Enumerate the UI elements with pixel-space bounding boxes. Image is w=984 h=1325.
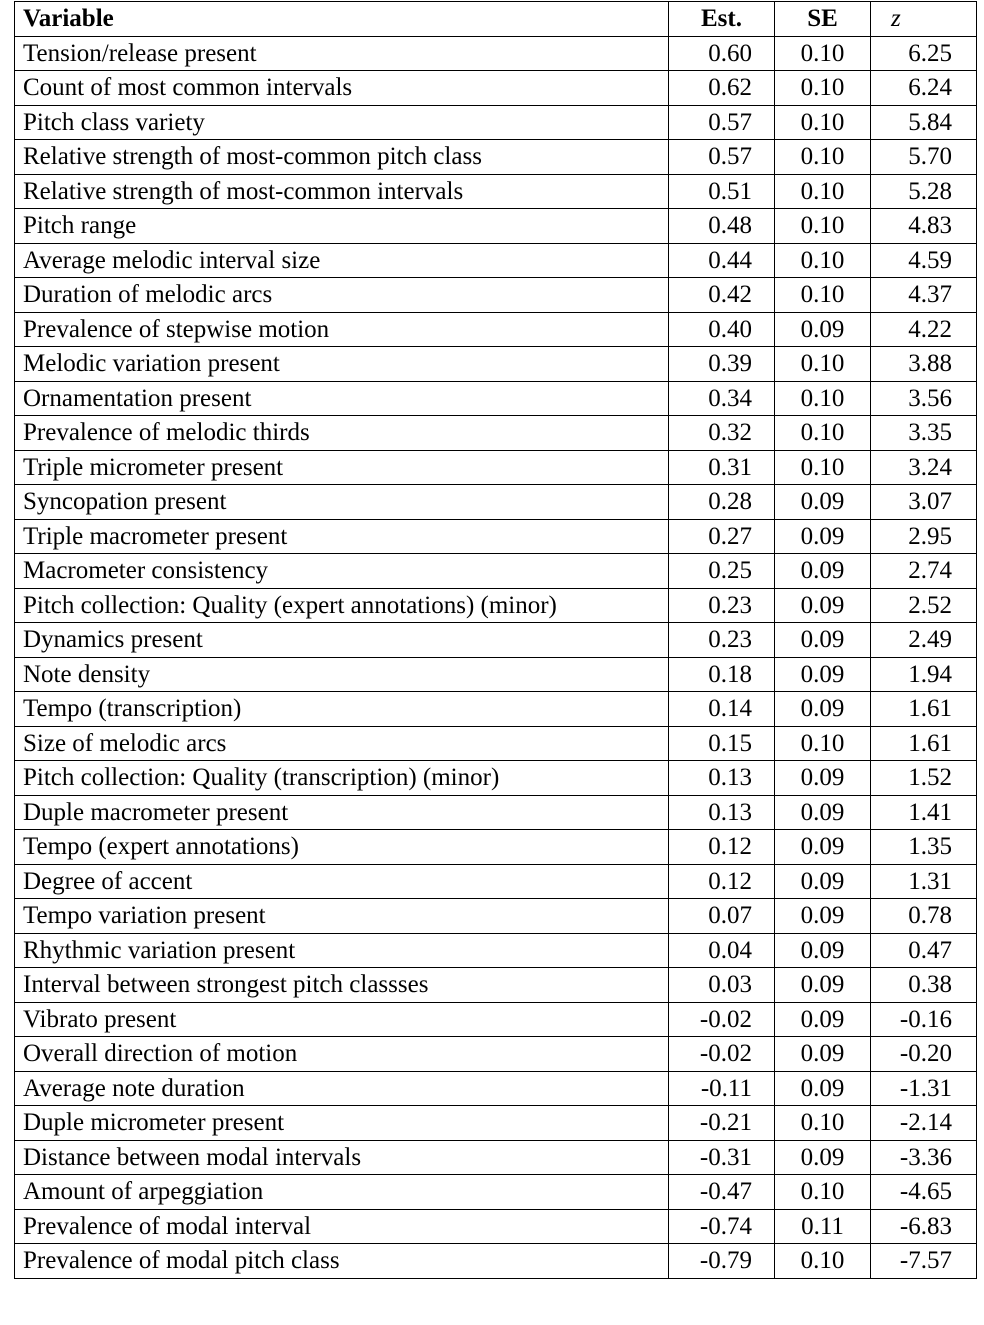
cell-variable: Interval between strongest pitch classses [15,968,669,1003]
cell-standard-error: 0.10 [775,1244,871,1279]
header-variable: Variable [15,2,669,37]
cell-variable: Macrometer consistency [15,554,669,589]
cell-estimate: 0.28 [669,485,775,520]
cell-z-score: 4.83 [871,209,977,244]
cell-z-score: -3.36 [871,1140,977,1175]
cell-standard-error: 0.09 [775,588,871,623]
cell-z-score: 6.24 [871,71,977,106]
cell-z-score: 4.22 [871,312,977,347]
table-row [15,1140,977,1175]
table-row [15,450,977,485]
cell-standard-error: 0.10 [775,243,871,278]
cell-estimate: 0.18 [669,657,775,692]
cell-variable: Relative strength of most-common pitch class [15,140,669,175]
cell-standard-error: 0.10 [775,381,871,416]
table-row [15,933,977,968]
cell-variable: Pitch range [15,209,669,244]
cell-estimate: 0.32 [669,416,775,451]
cell-estimate: 0.57 [669,140,775,175]
cell-standard-error: 0.09 [775,312,871,347]
cell-z-score: 5.84 [871,105,977,140]
table-row [15,1175,977,1210]
cell-z-score: 5.70 [871,140,977,175]
cell-estimate: 0.60 [669,36,775,71]
cell-estimate: 0.25 [669,554,775,589]
cell-variable: Distance between modal intervals [15,1140,669,1175]
cell-estimate: 0.23 [669,588,775,623]
table-row [15,209,977,244]
table-row [15,312,977,347]
cell-estimate: 0.23 [669,623,775,658]
cell-variable: Overall direction of motion [15,1037,669,1072]
cell-z-score: 5.28 [871,174,977,209]
table-body [15,36,977,1278]
cell-estimate: 0.40 [669,312,775,347]
cell-variable: Triple micrometer present [15,450,669,485]
cell-z-score: -2.14 [871,1106,977,1141]
table-row [15,105,977,140]
header-standard-error: SE [775,2,871,37]
cell-standard-error: 0.10 [775,450,871,485]
cell-standard-error: 0.10 [775,347,871,382]
cell-z-score: 3.35 [871,416,977,451]
cell-variable: Pitch collection: Quality (transcription) (minor) [15,761,669,796]
cell-variable: Tempo (transcription) [15,692,669,727]
cell-z-score: 3.88 [871,347,977,382]
cell-z-score: 1.61 [871,726,977,761]
cell-standard-error: 0.09 [775,623,871,658]
table-row [15,381,977,416]
cell-variable: Average melodic interval size [15,243,669,278]
cell-estimate: -0.31 [669,1140,775,1175]
cell-variable: Duple micrometer present [15,1106,669,1141]
cell-z-score: 3.24 [871,450,977,485]
cell-variable: Degree of accent [15,864,669,899]
cell-z-score: 4.59 [871,243,977,278]
table-row [15,1037,977,1072]
table-row [15,864,977,899]
cell-z-score: -6.83 [871,1209,977,1244]
cell-estimate: -0.21 [669,1106,775,1141]
cell-z-score: 0.78 [871,899,977,934]
cell-standard-error: 0.10 [775,105,871,140]
cell-estimate: 0.12 [669,830,775,865]
header-estimate: Est. [669,2,775,37]
cell-z-score: 1.35 [871,830,977,865]
cell-z-score: -1.31 [871,1071,977,1106]
cell-z-score: 2.49 [871,623,977,658]
table-row [15,623,977,658]
cell-standard-error: 0.10 [775,416,871,451]
table-row [15,243,977,278]
table-row [15,1106,977,1141]
cell-standard-error: 0.09 [775,899,871,934]
cell-variable: Tension/release present [15,36,669,71]
cell-variable: Melodic variation present [15,347,669,382]
table-row [15,1002,977,1037]
cell-standard-error: 0.10 [775,726,871,761]
cell-z-score: -4.65 [871,1175,977,1210]
table-header [15,2,977,37]
cell-z-score: 3.07 [871,485,977,520]
table-row [15,347,977,382]
cell-estimate: -0.11 [669,1071,775,1106]
table-row [15,1071,977,1106]
cell-z-score: 1.52 [871,761,977,796]
cell-z-score: 2.95 [871,519,977,554]
cell-variable: Vibrato present [15,1002,669,1037]
table-row [15,554,977,589]
cell-standard-error: 0.10 [775,71,871,106]
table-row [15,1244,977,1279]
cell-standard-error: 0.09 [775,864,871,899]
cell-standard-error: 0.10 [775,1106,871,1141]
cell-estimate: -0.79 [669,1244,775,1279]
header-z-score: z [871,2,977,37]
table-row [15,830,977,865]
cell-standard-error: 0.11 [775,1209,871,1244]
cell-variable: Pitch collection: Quality (expert annotations) (minor) [15,588,669,623]
table-row [15,968,977,1003]
cell-standard-error: 0.09 [775,968,871,1003]
cell-estimate: 0.15 [669,726,775,761]
table-row [15,692,977,727]
cell-variable: Average note duration [15,1071,669,1106]
cell-standard-error: 0.09 [775,1140,871,1175]
cell-standard-error: 0.09 [775,933,871,968]
cell-variable: Prevalence of stepwise motion [15,312,669,347]
cell-variable: Rhythmic variation present [15,933,669,968]
table-row [15,485,977,520]
cell-variable: Note density [15,657,669,692]
cell-standard-error: 0.09 [775,795,871,830]
cell-z-score: 1.31 [871,864,977,899]
cell-z-score: 4.37 [871,278,977,313]
cell-standard-error: 0.09 [775,1002,871,1037]
table-row [15,1209,977,1244]
cell-z-score: -7.57 [871,1244,977,1279]
cell-estimate: 0.13 [669,761,775,796]
cell-estimate: 0.34 [669,381,775,416]
cell-variable: Tempo variation present [15,899,669,934]
cell-z-score: 1.61 [871,692,977,727]
cell-variable: Prevalence of melodic thirds [15,416,669,451]
cell-estimate: 0.62 [669,71,775,106]
cell-variable: Prevalence of modal interval [15,1209,669,1244]
cell-standard-error: 0.10 [775,174,871,209]
cell-z-score: -0.16 [871,1002,977,1037]
cell-variable: Pitch class variety [15,105,669,140]
cell-variable: Duple macrometer present [15,795,669,830]
table-row [15,519,977,554]
cell-variable: Duration of melodic arcs [15,278,669,313]
cell-standard-error: 0.10 [775,278,871,313]
cell-variable: Triple macrometer present [15,519,669,554]
cell-standard-error: 0.10 [775,1175,871,1210]
cell-estimate: 0.51 [669,174,775,209]
cell-estimate: 0.12 [669,864,775,899]
cell-variable: Count of most common intervals [15,71,669,106]
cell-estimate: 0.31 [669,450,775,485]
cell-variable: Tempo (expert annotations) [15,830,669,865]
table-row [15,278,977,313]
cell-standard-error: 0.10 [775,140,871,175]
table-row [15,174,977,209]
cell-variable: Dynamics present [15,623,669,658]
cell-estimate: 0.27 [669,519,775,554]
table-row [15,761,977,796]
cell-estimate: -0.02 [669,1037,775,1072]
cell-variable: Ornamentation present [15,381,669,416]
cell-z-score: 0.47 [871,933,977,968]
cell-variable: Relative strength of most-common intervals [15,174,669,209]
cell-standard-error: 0.09 [775,830,871,865]
cell-estimate: 0.04 [669,933,775,968]
cell-standard-error: 0.09 [775,761,871,796]
cell-z-score: 1.41 [871,795,977,830]
cell-estimate: -0.74 [669,1209,775,1244]
cell-z-score: -0.20 [871,1037,977,1072]
cell-estimate: 0.14 [669,692,775,727]
cell-estimate: 0.42 [669,278,775,313]
cell-variable: Syncopation present [15,485,669,520]
cell-variable: Amount of arpeggiation [15,1175,669,1210]
cell-estimate: 0.48 [669,209,775,244]
cell-standard-error: 0.09 [775,554,871,589]
cell-standard-error: 0.10 [775,209,871,244]
table-row [15,71,977,106]
table-row [15,795,977,830]
cell-z-score: 2.52 [871,588,977,623]
statistics-table [14,1,977,1279]
cell-standard-error: 0.09 [775,1071,871,1106]
table-row [15,588,977,623]
cell-z-score: 2.74 [871,554,977,589]
cell-standard-error: 0.09 [775,519,871,554]
cell-estimate: 0.39 [669,347,775,382]
cell-variable: Size of melodic arcs [15,726,669,761]
cell-z-score: 0.38 [871,968,977,1003]
cell-estimate: -0.02 [669,1002,775,1037]
table-row [15,416,977,451]
table-row [15,36,977,71]
cell-standard-error: 0.09 [775,692,871,727]
cell-z-score: 1.94 [871,657,977,692]
cell-standard-error: 0.09 [775,657,871,692]
cell-z-score: 3.56 [871,381,977,416]
cell-estimate: 0.13 [669,795,775,830]
cell-z-score: 6.25 [871,36,977,71]
cell-estimate: 0.57 [669,105,775,140]
cell-estimate: -0.47 [669,1175,775,1210]
cell-standard-error: 0.09 [775,1037,871,1072]
cell-estimate: 0.07 [669,899,775,934]
cell-variable: Prevalence of modal pitch class [15,1244,669,1279]
table-row [15,726,977,761]
table-row [15,140,977,175]
table-row [15,899,977,934]
table-row [15,657,977,692]
cell-standard-error: 0.09 [775,485,871,520]
cell-estimate: 0.44 [669,243,775,278]
cell-standard-error: 0.10 [775,36,871,71]
cell-estimate: 0.03 [669,968,775,1003]
header-row [15,2,977,37]
